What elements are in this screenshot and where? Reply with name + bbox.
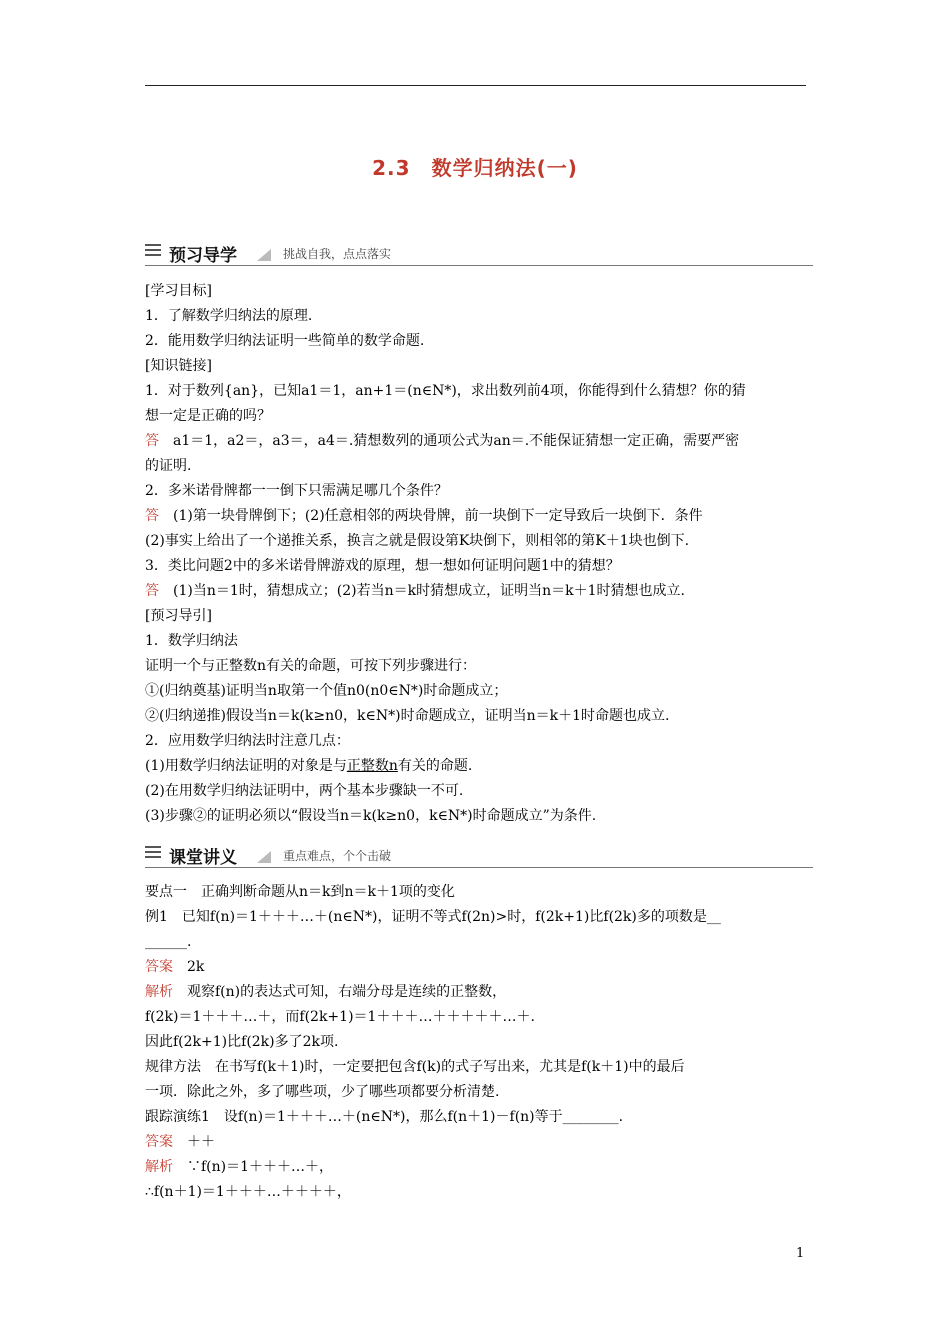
section-marker-icon xyxy=(145,846,161,862)
triangle-icon xyxy=(257,249,271,261)
text-line: 证明一个与正整数n有关的命题，可按下列步骤进行： xyxy=(145,658,477,674)
text-line: ∴f(n＋1)＝1＋＋＋…＋＋＋＋， xyxy=(145,1184,351,1200)
answer-line: 答 (1)当n＝1时，猜想成立；(2)若当n＝k时猜想成立，证明当n＝k＋1时猜想也成立. xyxy=(145,583,685,599)
text-line: 要点一 正确判断命题从n＝k到n＝k＋1项的变化 xyxy=(145,884,455,900)
text-line: 1．了解数学归纳法的原理. xyxy=(145,308,313,324)
text-line: 跟踪演练1 设f(n)＝1＋＋＋…＋(n∈N*)，那么f(n＋1)－f(n)等于________. xyxy=(145,1109,624,1125)
text-line: (3)步骤②的证明必须以“假设当n＝k(k≥n0，k∈N*)时命题成立”为条件. xyxy=(145,808,597,824)
page-title: 2.3 数学归纳法(一) xyxy=(372,156,578,180)
analysis-line: 解析 ∵f(n)＝1＋＋＋…＋， xyxy=(145,1159,334,1175)
text-line: (2)事实上给出了一个递推关系，换言之就是假设第K块倒下，则相邻的第K＋1块也倒下. xyxy=(145,533,690,549)
text-line: 1．数学归纳法 xyxy=(145,633,238,649)
text-line: 一项．除此之外，多了哪些项，少了哪些项都要分析清楚. xyxy=(145,1084,500,1100)
answer-line: 答 a1＝1，a2＝，a3＝，a4＝.猜想数列的通项公式为an＝.不能保证猜想一定正确，需要严密 xyxy=(145,433,740,449)
preview-content xyxy=(145,279,810,829)
underlined-term: 正整数n xyxy=(346,758,398,774)
text-line: 3．类比问题2中的多米诺骨牌游戏的原理，想一想如何证明问题1中的猜想？ xyxy=(145,558,620,574)
answer-line: 答 (1)第一块骨牌倒下；(2)任意相邻的两块骨牌，前一块倒下一定导致后一块倒下．条件 xyxy=(145,508,703,524)
section-header-preview xyxy=(145,241,813,266)
analysis-line: 解析 观察f(n)的表达式可知，右端分母是连续的正整数， xyxy=(145,984,507,1000)
triangle-icon xyxy=(257,851,271,863)
text-line: 想一定是正确的吗？ xyxy=(145,408,271,424)
text-line: ______. xyxy=(145,934,192,950)
section-name: 课堂讲义 xyxy=(169,848,237,868)
text-line: 2．多米诺骨牌都一一倒下只需满足哪几个条件？ xyxy=(145,483,448,499)
text-line: 例1 已知f(n)＝1＋＋＋…＋(n∈N*)，证明不等式f(2n)>时，f(2k+1)比f(2k)多的项数是__ xyxy=(145,909,721,925)
text-line: (1)用数学归纳法证明的对象是与正整数n有关的命题. xyxy=(145,758,473,774)
text-line: [知识链接] xyxy=(145,358,212,374)
text-line: 因此f(2k+1)比f(2k)多了2k项. xyxy=(145,1034,339,1050)
text-line: [预习导引] xyxy=(145,608,212,624)
text-line: 2．应用数学归纳法时注意几点： xyxy=(145,733,350,749)
text-line: 规律方法 在书写f(k＋1)时，一定要把包含f(k)的式子写出来，尤其是f(k＋1)中的最后 xyxy=(145,1059,685,1075)
text-line: ②(归纳递推)假设当n＝k(k≥n0，k∈N*)时命题成立，证明当n＝k＋1时命题也成立. xyxy=(145,708,670,724)
section-name: 预习导学 xyxy=(169,246,237,266)
text-line: 1．对于数列{an}，已知a1＝1，an+1＝(n∈N*)，求出数列前4项，你能得到什么猜想？你的猜 xyxy=(145,383,746,399)
answer-label: 答 xyxy=(145,433,159,449)
header-rule xyxy=(145,85,806,86)
analysis-label: 解析 xyxy=(145,1159,173,1175)
section-header-lecture xyxy=(145,843,813,868)
answer-line: 答案 2k xyxy=(145,959,205,975)
text-line: ①(归纳奠基)证明当n取第一个值n0(n0∈N*)时命题成立； xyxy=(145,683,508,699)
text-line: [学习目标] xyxy=(145,283,212,299)
answer-label: 答案 xyxy=(145,959,173,975)
text-line: (2)在用数学归纳法证明中，两个基本步骤缺一不可. xyxy=(145,783,464,799)
section-marker-icon xyxy=(145,244,161,260)
section-subtitle: 重点难点，个个击破 xyxy=(283,849,392,863)
answer-label: 答案 xyxy=(145,1134,173,1150)
section-subtitle: 挑战自我，点点落实 xyxy=(283,247,392,261)
text-line: 2．能用数学归纳法证明一些简单的数学命题. xyxy=(145,333,425,349)
answer-label: 答 xyxy=(145,508,159,524)
text-line: 的证明. xyxy=(145,458,192,474)
analysis-label: 解析 xyxy=(145,984,173,1000)
text-line: f(2k)＝1＋＋＋…＋，而f(2k+1)＝1＋＋＋…＋＋＋＋＋…＋. xyxy=(145,1009,535,1025)
answer-label: 答 xyxy=(145,583,159,599)
lecture-content xyxy=(145,880,810,1205)
page-number: 1 xyxy=(796,1246,805,1261)
answer-line: 答案 ＋＋ xyxy=(145,1134,215,1150)
